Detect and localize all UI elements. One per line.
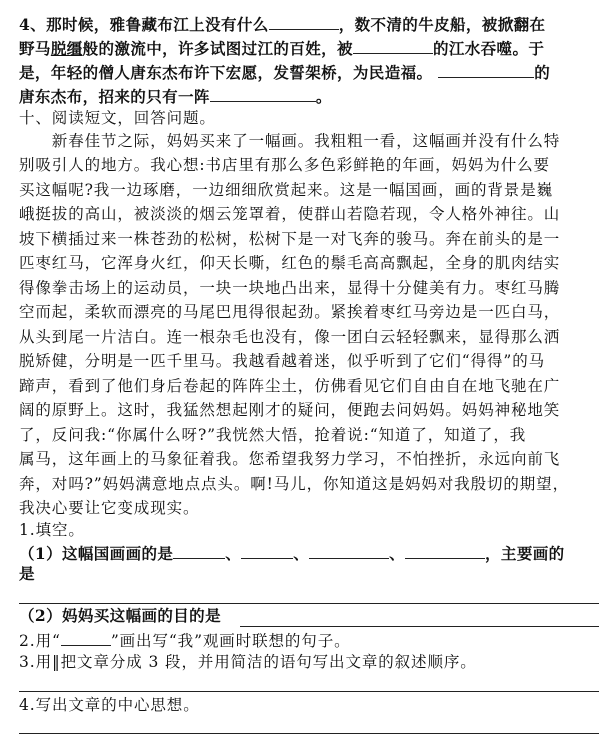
- answer-line-q3[interactable]: [19, 691, 599, 692]
- passage-line: 匹枣红马，它浑身火红，仰天长嘶，红色的鬃毛高高飘起，全身的肌肉结实: [19, 254, 561, 272]
- blank-q1-d[interactable]: [405, 543, 485, 559]
- blank-2[interactable]: [353, 38, 433, 54]
- blank-q1-b[interactable]: [241, 543, 293, 559]
- passage-line: 峨挺拔的高山，被淡淡的烟云笼罩着，使群山若隐若现，令人格外神往。山: [19, 205, 561, 223]
- passage-line: 买这幅呢?我一边琢磨，一边细细欣赏起来。这是一幅国画，画的背景是巍: [19, 181, 554, 199]
- answer-line-q1-2[interactable]: [240, 626, 599, 627]
- text: 般的激流中，许多试图过江的百姓，被: [82, 39, 353, 58]
- text: 野马: [19, 39, 51, 58]
- text: 的江水吞噬。于: [432, 39, 545, 58]
- text: ，数不清的牛皮船，被掀翻在: [338, 15, 546, 34]
- passage-line: 奔，对吗?”妈妈满意地点点头。啊!马儿，你知道这是妈妈对我殷切的期望，: [19, 475, 569, 493]
- blank-q1-c[interactable]: [309, 543, 389, 559]
- text: 4、那时候，雅鲁藏布江上没有什么: [19, 15, 269, 34]
- q4-line: 4.写出文章的中心思想。: [19, 696, 200, 714]
- q3-line: 3.用‖把文章分成 3 段，并用简洁的语句写出文章的叙述顺序。: [19, 653, 477, 671]
- text: 唐东杰布，招来的只有一阵: [19, 87, 210, 106]
- passage-line: 我决心要让它变成现实。: [19, 499, 200, 517]
- passage-line: 脱矫健，分明是一匹千里马。我越看越着迷，似乎听到了它们“得得”的马: [19, 352, 546, 370]
- text: ，主要画的: [485, 544, 565, 563]
- q1-title: 1.填空。: [19, 521, 85, 539]
- blank-3[interactable]: [438, 62, 534, 78]
- passage-line: 了，反问我:“你属什么呀?”我恍然大悟，抢着说:“知道了，知道了，我: [19, 426, 527, 444]
- q1-1-line: [19, 543, 599, 563]
- answer-line[interactable]: [19, 603, 599, 604]
- blank-4[interactable]: [210, 86, 316, 102]
- q2-line: [19, 630, 599, 650]
- section-heading: 十、阅读短文，回答问题。: [19, 109, 216, 127]
- text: 的: [534, 63, 551, 82]
- q4-line-2: [19, 38, 599, 58]
- passage-line: 阔的原野上。这时，我猛然想起刚才的疑问，便跑去问妈妈。妈妈神秘地笑: [19, 401, 561, 419]
- text: 、: [293, 544, 310, 563]
- text: 。: [315, 87, 332, 106]
- passage-line: 蹄声，看到了他们身后卷起的阵阵尘土，仿佛看见它们自由自在地飞驰在广: [19, 377, 561, 395]
- passage-line: 别吸引人的地方。我心想:书店里有那么多色彩鲜艳的年画，妈妈为什么要: [19, 156, 550, 174]
- answer-line-q4[interactable]: [19, 733, 599, 734]
- passage-line: 得像拳击场上的运动员，一块一块地凸出来，显得十分健美有力。枣红马腾: [19, 279, 561, 297]
- text: 、: [389, 544, 406, 563]
- q4-line-3: [19, 62, 599, 82]
- passage-line: 新春佳节之际，妈妈买来了一幅画。我粗粗一看，这幅画并没有什么特: [19, 132, 561, 150]
- text: ”画出写“我”观画时联想的句子。: [110, 632, 351, 650]
- passage-line: 从头到尾一片洁白。连一根杂毛也没有，像一团白云轻轻飘来，显得那么洒: [19, 328, 561, 346]
- blank-q1-a[interactable]: [173, 543, 225, 559]
- q1-1-line-2: 是: [19, 564, 35, 583]
- text: （1）这幅国画画的是: [19, 544, 174, 563]
- text: （2）妈妈买这幅画的目的是: [19, 606, 221, 625]
- blank-q2[interactable]: [61, 630, 111, 646]
- underlined-word: 脱缰: [50, 39, 83, 58]
- q4-line-4: [19, 86, 599, 106]
- blank-1[interactable]: [269, 14, 339, 30]
- text: 是，年轻的僧人唐东杰布许下宏愿，发誓架桥，为民造福。: [19, 63, 433, 82]
- text: 2.用“: [19, 632, 61, 650]
- passage-line: 坡下横插过来一株苍劲的松树，松树下是一对飞奔的骏马。奔在前头的是一: [19, 230, 561, 248]
- q4-line-1: [19, 14, 599, 34]
- q1-2-line: [19, 606, 599, 626]
- passage-line: 空而起，柔软而漂亮的马尾巴甩得很起劲。紧挨着枣红马旁边是一匹白马，: [19, 303, 561, 321]
- passage-line: 属马，这年画上的马象征着我。您希望我努力学习，不怕挫折，永远向前飞: [19, 450, 561, 468]
- text: 、: [225, 544, 242, 563]
